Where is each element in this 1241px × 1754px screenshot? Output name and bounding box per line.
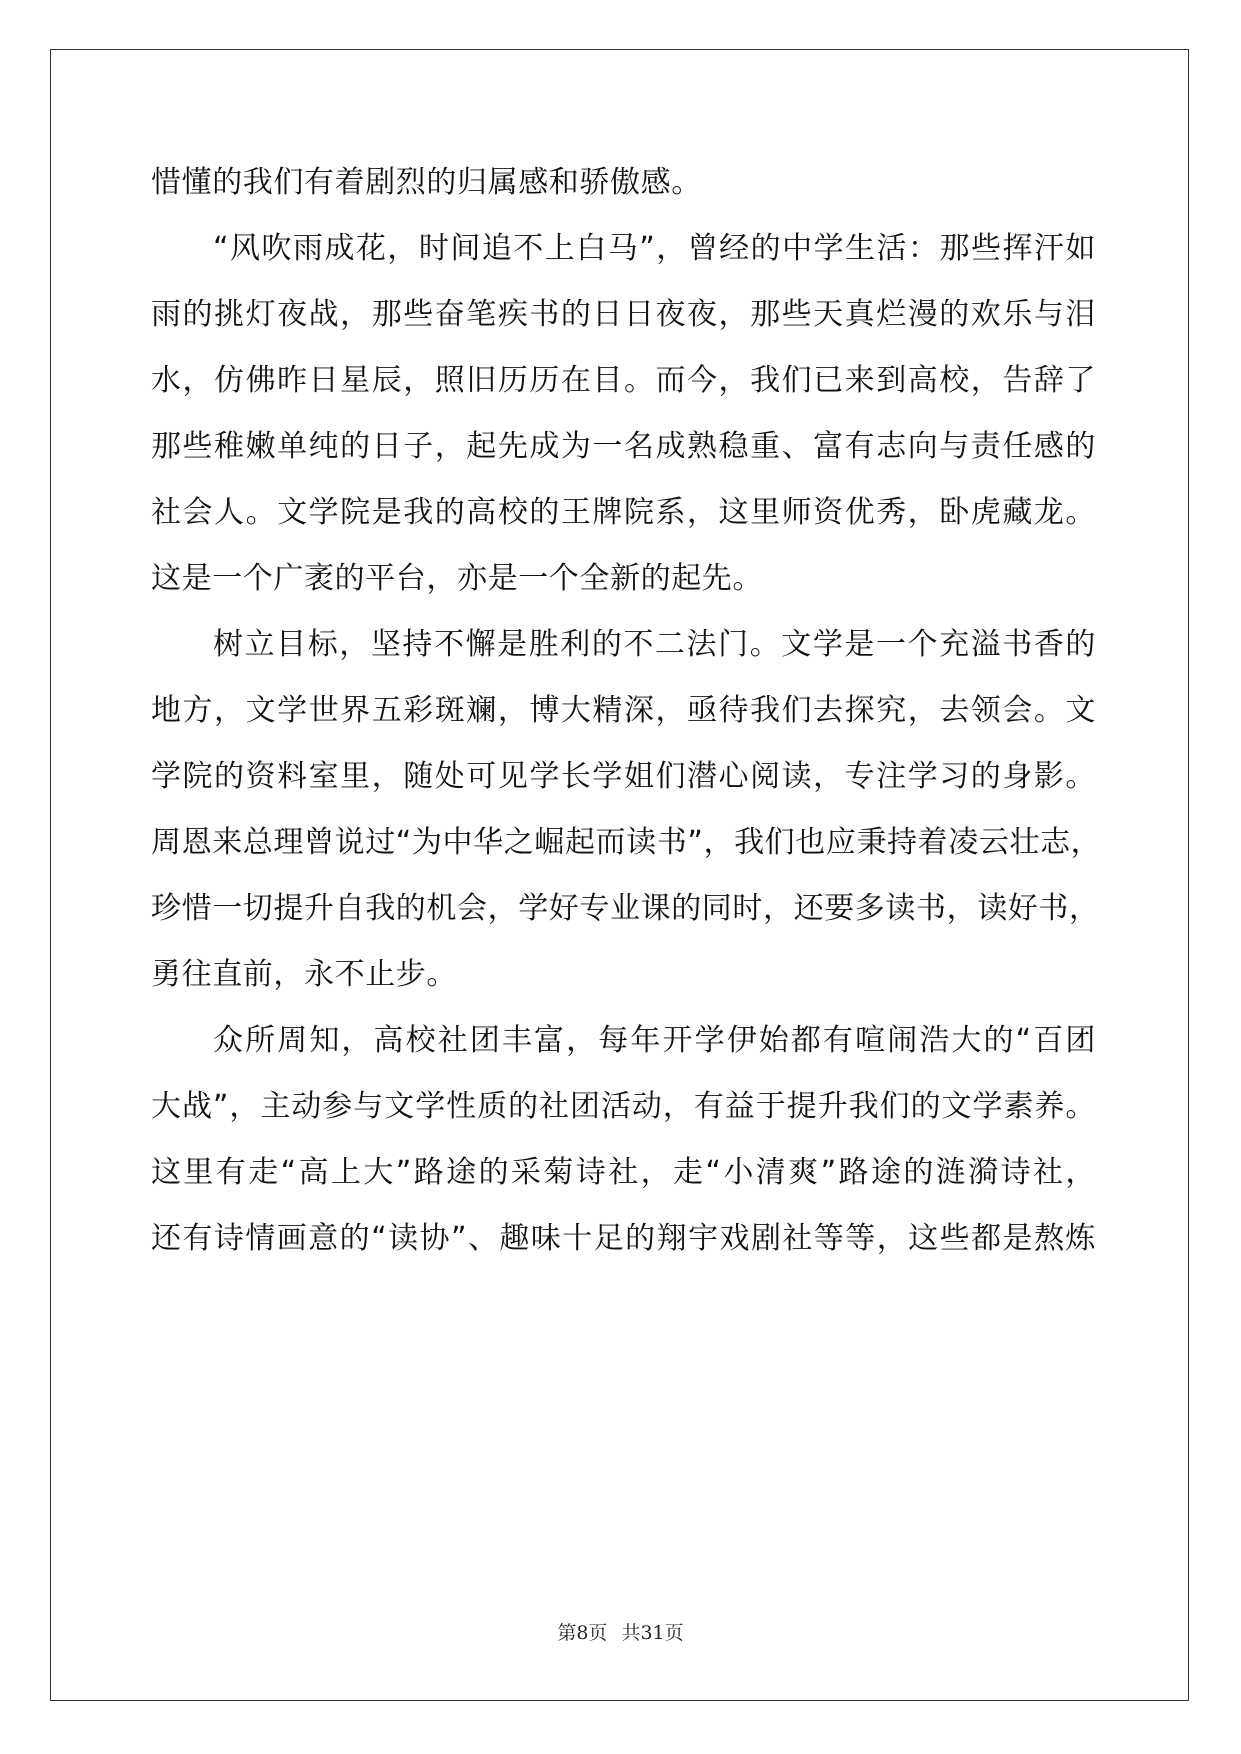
- text-line: 大战”，主动参与文学性质的社团活动，有益于提升我们的文学素养。: [151, 1089, 1096, 1124]
- text-line: 地方，文学世界五彩斑斓，博大精深，亟待我们去探究，去领会。文: [151, 693, 1096, 728]
- total-pages: 共31页: [621, 1622, 684, 1644]
- text-line: 学院的资料室里，随处可见学长学姐们潜心阅读，专注学习的身影。: [151, 759, 1096, 794]
- text-line: 水，仿佛昨日星辰，照旧历历在目。而今，我们已来到高校，告辞了: [151, 363, 1096, 398]
- document-body: [151, 150, 1102, 1272]
- text-line: 惜懂的我们有着剧烈的归属感和骄傲感。: [151, 165, 702, 200]
- text-line: 树立目标，坚持不懈是胜利的不二法门。文学是一个充溢书香的: [213, 627, 1096, 662]
- text-line: 社会人。文学院是我的高校的王牌院系，这里师资优秀，卧虎藏龙。: [151, 495, 1096, 530]
- text-line: 勇往直前，永不止步。: [151, 957, 457, 992]
- page-footer: [0, 1618, 1241, 1645]
- text-line: 这是一个广袤的平台，亦是一个全新的起先。: [151, 561, 763, 596]
- page-number: 第8页: [557, 1622, 608, 1644]
- text-line: 珍惜一切提升自我的机会，学好专业课的同时，还要多读书，读好书，: [151, 891, 1100, 926]
- text-line: 周恩来总理曾说过“为中华之崛起而读书”，我们也应秉持着凌云壮志，: [151, 825, 1102, 860]
- text-line: 雨的挑灯夜战，那些奋笔疾书的日日夜夜，那些天真烂漫的欢乐与泪: [151, 297, 1096, 332]
- text-line: “风吹雨成花，时间追不上白马”，曾经的中学生活：那些挥汗如: [213, 231, 1096, 266]
- text-line: 众所周知，高校社团丰富，每年开学伊始都有喧闹浩大的“百团: [213, 1023, 1096, 1058]
- text-line: 还有诗情画意的“读协”、趣味十足的翔宇戏剧社等等，这些都是熬炼: [151, 1221, 1096, 1256]
- text-line: 那些稚嫩单纯的日子，起先成为一名成熟稳重、富有志向与责任感的: [151, 429, 1096, 464]
- text-line: 这里有走“高上大”路途的采菊诗社，走“小清爽”路途的涟漪诗社，: [151, 1155, 1096, 1190]
